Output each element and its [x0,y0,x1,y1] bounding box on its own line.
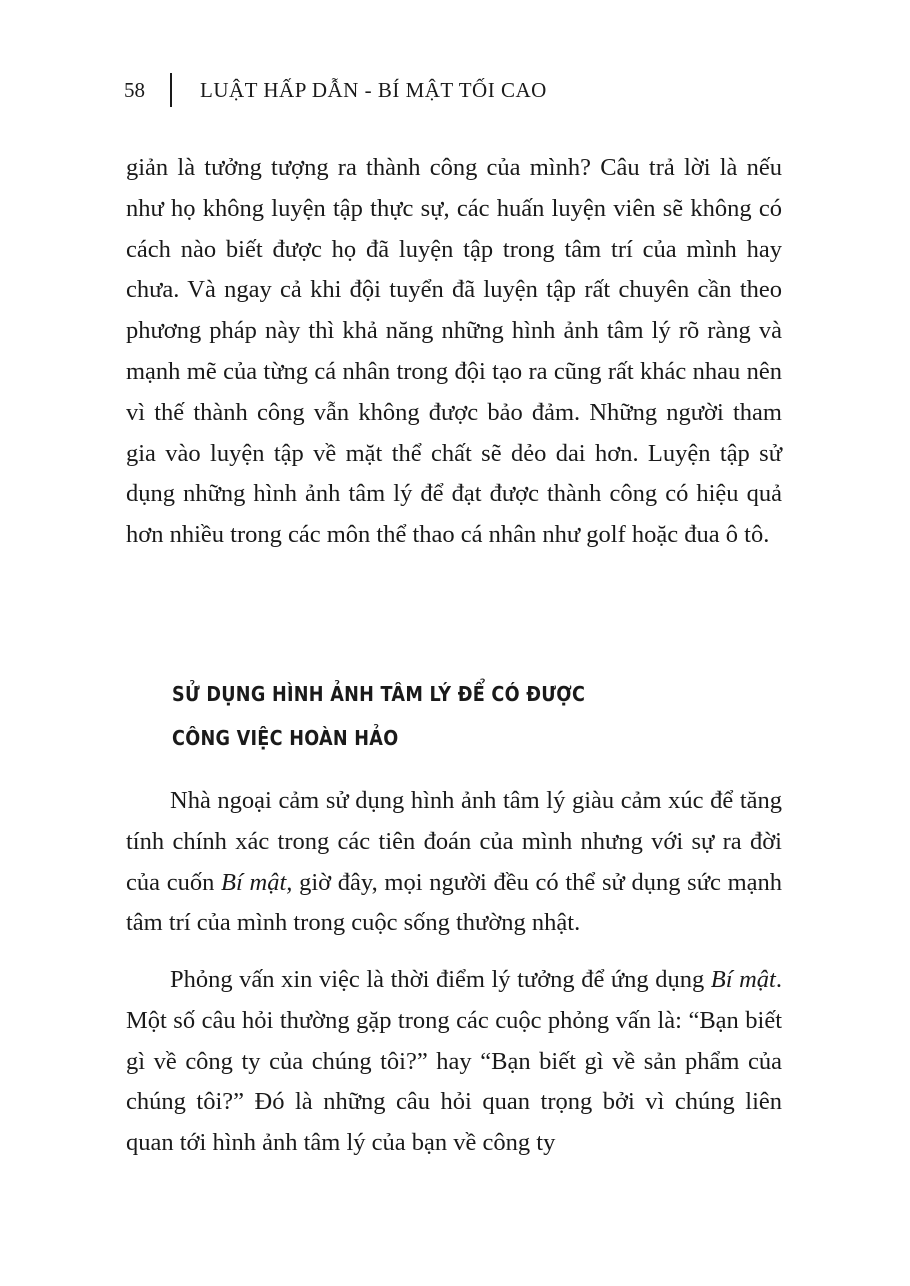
body-paragraph-1 [126,148,782,556]
paragraph-text: giản là tưởng tượng ra thành công của mình? Câu trả lời là nếu như họ không luyện tập thực sự, các huấn luyện viên sẽ không có cách nào biết được họ đã luyện tập trong tâm trí của mình hay chưa. Và ngay cả khi đội tuyển đã luyện tập rất chuyên cần theo phương pháp này thì khả năng những hình ảnh tâm lý rõ ràng và mạnh mẽ của từng cá nhân trong đội tạo ra cũng rất khác nhau nên vì thế thành công vẫn không được bảo đảm. Những người tham gia vào luyện tập về mặt thể chất sẽ dẻo dai hơn. Luyện tập sử dụng những hình ảnh tâm lý để đạt được thành công có hiệu quả hơn nhiều trong các môn thể thao cá nhân như golf hoặc đua ô tô. [126,154,782,549]
paragraph-3-text-start: Phỏng vấn xin việc là thời điểm lý tưởng để ứng dụng [170,966,711,993]
running-title: LUẬT HẤP DẪN - BÍ MẬT TỐI CAO [200,77,547,102]
section-heading-line-1: SỬ DỤNG HÌNH ẢNH TÂM LÝ ĐỂ CÓ ĐƯỢC [172,682,586,706]
page-number: 58 [124,77,145,102]
header-divider [170,73,172,107]
section-heading [172,672,705,760]
paragraph-2-text-end: giờ đây, mọi người đều có thể sử dụng sức mạnh tâm trí của mình trong cuộc sống thường nhật. [126,868,783,937]
book-title-italic: Bí mật, [221,868,293,896]
running-header [124,72,547,108]
book-title-italic: Bí mật [710,966,776,993]
body-paragraph-2 [126,781,782,944]
paragraph-text [126,781,782,944]
section-heading-line-2: CÔNG VIỆC HOÀN HẢO [172,726,399,750]
paragraph-3-text-end: . Một số câu hỏi thường gặp trong các cuộc phỏng vấn là: “Bạn biết gì về công ty của chúng tôi?” hay “Bạn biết gì về sản phẩm của chúng tôi?” Đó là những câu hỏi quan trọng bởi vì chúng liên quan tới hình ảnh tâm lý của bạn về công ty [126,966,782,1157]
paragraph-text [126,960,782,1164]
body-paragraph-3 [126,960,782,1164]
paragraph-2-text-start: Nhà ngoại cảm sử dụng hình ảnh tâm lý giàu cảm xúc để tăng tính chính xác trong các tiên đoán của mình nhưng với sự ra đời của cuốn [126,787,782,896]
